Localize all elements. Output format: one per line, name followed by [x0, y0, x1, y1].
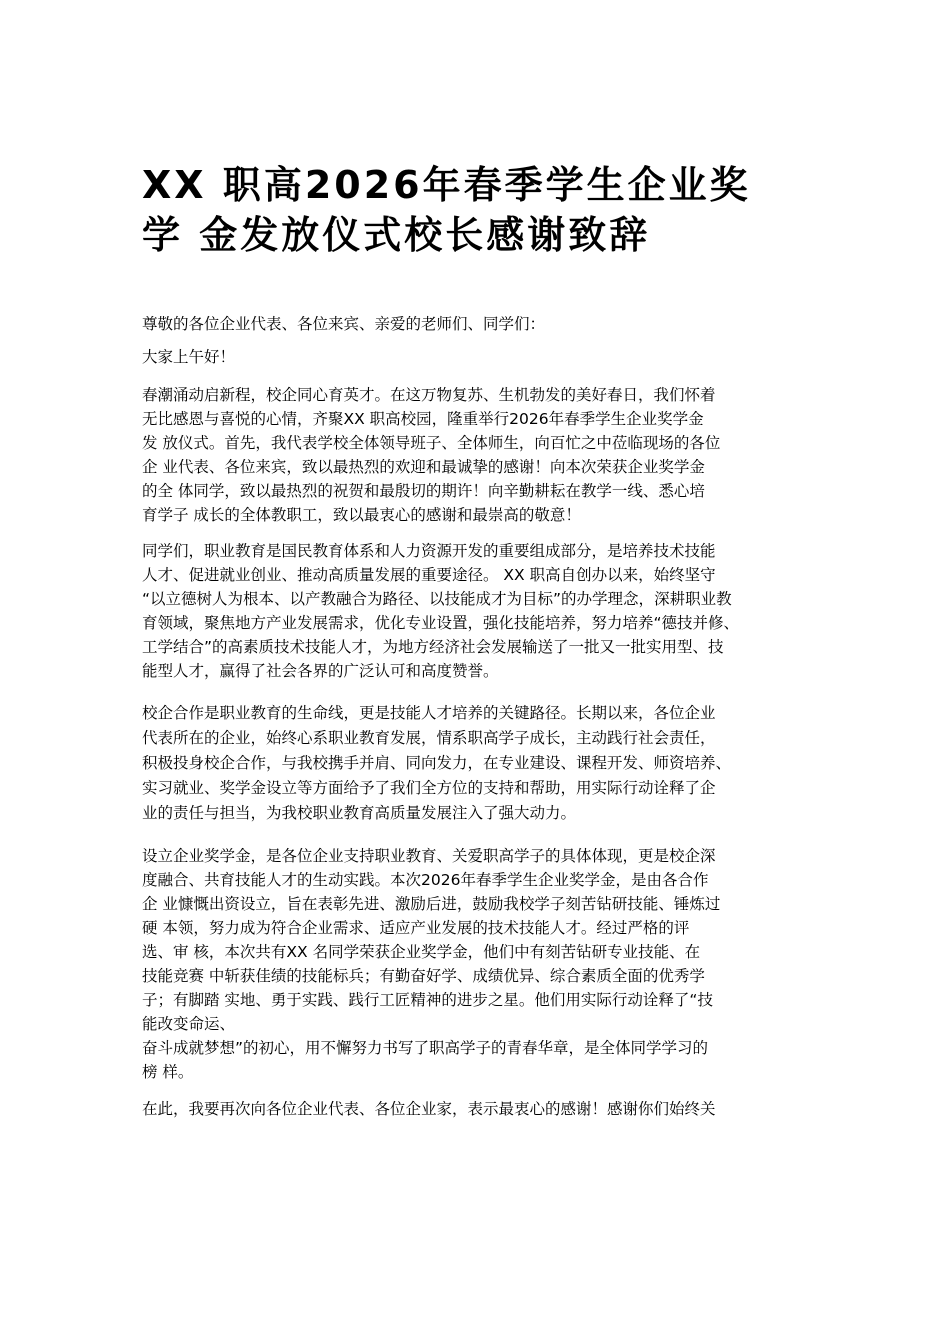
title-line: 学 金发放仪式校长感谢致辞	[142, 213, 651, 257]
document-title	[142, 160, 842, 260]
paragraph-line: 企 业慷慨出资设立，旨在表彰先进、激励后进，鼓励我校学子刻苦钻研技能、锤炼过	[142, 895, 721, 913]
title-line: XX 职高2026年春季学生企业奖	[142, 163, 751, 207]
paragraph-line: 人才、促进就业创业、推动高质量发展的重要途径。 XX 职高自创办以来，始终坚守	[142, 566, 716, 584]
paragraph-line: 在此，我要再次向各位企业代表、各位企业家，表示最衷心的感谢！感谢你们始终关	[142, 1100, 716, 1118]
paragraph-line: 奋斗成就梦想”的初心，用不懈努力书写了职高学子的青春华章，是全体同学学习的	[142, 1039, 709, 1057]
paragraph-line: 积极投身校企合作，与我校携手并肩、同向发力，在专业建设、课程开发、师资培养、	[142, 754, 732, 772]
paragraph-1	[142, 383, 822, 527]
paragraph-line: 硬 本领，努力成为符合企业需求、适应产业发展的技术技能人才。经过严格的评	[142, 919, 690, 937]
greeting	[142, 345, 822, 369]
paragraph-line: 榜 样。	[142, 1063, 194, 1081]
paragraph-line: 设立企业奖学金，是各位企业支持职业教育、关爱职高学子的具体体现，更是校企深	[142, 847, 716, 865]
paragraph-line: 能改变命运、	[142, 1015, 236, 1033]
paragraph-line: 业的责任与担当，为我校职业教育高质量发展注入了强大动力。	[142, 804, 577, 822]
paragraph-line: 技能竞赛 中斩获佳绩的技能标兵；有勤奋好学、成绩优异、综合素质全面的优秀学	[142, 967, 705, 985]
paragraph-line: 度融合、共育技能人才的生动实践。本次2026年春季学生企业奖学金，是由各合作	[142, 871, 709, 889]
paragraph-line: “以立德树人为根本、以产教融合为路径、以技能成才为目标”的办学理念，深耕职业教	[142, 590, 732, 608]
paragraph-line: 工学结合”的高素质技术技能人才，为地方经济社会发展输送了一批又一批实用型、技	[142, 638, 724, 656]
paragraph-line: 育领域，聚焦地方产业发展需求，优化专业设置，强化技能培养，努力培养“德技并修、	[142, 614, 740, 632]
paragraph-line: 同学们，职业教育是国民教育体系和人力资源开发的重要组成部分，是培养技术技能	[142, 542, 716, 560]
paragraph-line: 的全 体同学，致以最热烈的祝贺和最殷切的期许！向辛勤耕耘在教学一线、悉心培	[142, 482, 705, 500]
paragraph-2	[142, 539, 822, 683]
paragraph-line: 实习就业、奖学金设立等方面给予了我们全方位的支持和帮助，用实际行动诠释了企	[142, 779, 716, 797]
paragraph-line: 企 业代表、各位来宾，致以最热烈的欢迎和最诚挚的感谢！向本次荣获企业奖学金	[142, 458, 705, 476]
paragraph-line: 校企合作是职业教育的生命线，更是技能人才培养的关键路径。长期以来，各位企业	[142, 704, 716, 722]
paragraph-line: 能型人才，赢得了社会各界的广泛认可和高度赞誉。	[142, 662, 499, 680]
paragraph-5	[142, 1097, 822, 1121]
salutation	[142, 312, 822, 336]
paragraph-line: 代表所在的企业，始终心系职业教育发展，情系职高学子成长，主动践行社会责任，	[142, 729, 716, 747]
paragraph-line: 发 放仪式。首先，我代表学校全体领导班子、全体师生，向百忙之中莅临现场的各位	[142, 434, 721, 452]
greeting-text: 大家上午好！	[142, 348, 236, 366]
paragraph-line: 春潮涌动启新程，校企同心育英才。在这万物复苏、生机勃发的美好春日，我们怀着	[142, 386, 716, 404]
paragraph-line: 育学子 成长的全体教职工，致以最衷心的感谢和最崇高的敬意！	[142, 506, 581, 524]
paragraph-line: 选、审 核，本次共有XX 名同学荣获企业奖学金，他们中有刻苦钻研专业技能、在	[142, 943, 701, 961]
paragraph-line: 无比感恩与喜悦的心情，齐聚XX 职高校园，隆重举行2026年春季学生企业奖学金	[142, 410, 704, 428]
salutation-text: 尊敬的各位企业代表、各位来宾、亲爱的老师们、同学们：	[142, 315, 546, 333]
paragraph-4	[142, 844, 822, 1084]
paragraph-line: 子；有脚踏 实地、勇于实践、践行工匠精神的进步之星。他们用实际行动诠释了“技	[142, 991, 713, 1009]
paragraph-3	[142, 701, 822, 826]
